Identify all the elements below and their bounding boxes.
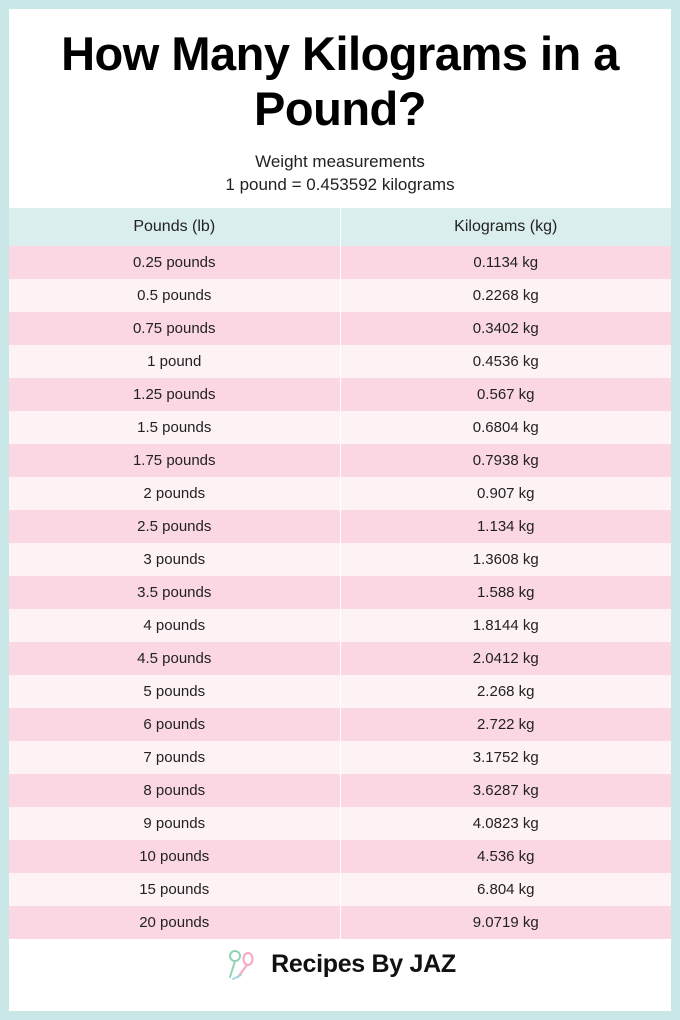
cell-kilograms: 0.907 kg — [340, 477, 671, 510]
table-row — [9, 741, 671, 774]
cell-pounds: 9 pounds — [9, 807, 340, 840]
cell-pounds: 8 pounds — [9, 774, 340, 807]
cell-pounds: 1 pound — [9, 345, 340, 378]
cell-pounds: 1.5 pounds — [9, 411, 340, 444]
cell-kilograms: 0.2268 kg — [340, 279, 671, 312]
table-row — [9, 873, 671, 906]
table-row — [9, 675, 671, 708]
table-row — [9, 378, 671, 411]
cell-kilograms: 1.134 kg — [340, 510, 671, 543]
cell-pounds: 4 pounds — [9, 609, 340, 642]
cell-kilograms: 2.268 kg — [340, 675, 671, 708]
table-row — [9, 609, 671, 642]
cell-pounds: 3 pounds — [9, 543, 340, 576]
cell-kilograms: 0.4536 kg — [340, 345, 671, 378]
cell-kilograms: 4.0823 kg — [340, 807, 671, 840]
cell-kilograms: 0.1134 kg — [340, 246, 671, 279]
table-row — [9, 543, 671, 576]
cell-kilograms: 2.0412 kg — [340, 642, 671, 675]
cell-pounds: 0.75 pounds — [9, 312, 340, 345]
cell-kilograms: 4.536 kg — [340, 840, 671, 873]
cell-pounds: 4.5 pounds — [9, 642, 340, 675]
table-row — [9, 708, 671, 741]
table-row — [9, 312, 671, 345]
table-row — [9, 774, 671, 807]
cell-pounds: 2 pounds — [9, 477, 340, 510]
column-header-pounds: Pounds (lb) — [9, 208, 340, 246]
cell-pounds: 5 pounds — [9, 675, 340, 708]
cell-pounds: 15 pounds — [9, 873, 340, 906]
column-header-kilograms: Kilograms (kg) — [340, 208, 671, 246]
whisk-spoon-icon — [224, 950, 262, 980]
conversion-table — [9, 208, 671, 939]
table-row — [9, 510, 671, 543]
cell-pounds: 3.5 pounds — [9, 576, 340, 609]
table-header — [9, 208, 671, 246]
subtitle: Weight measurements — [255, 151, 425, 171]
table-row — [9, 906, 671, 939]
table-row — [9, 840, 671, 873]
cell-pounds: 1.75 pounds — [9, 444, 340, 477]
footer-branding — [224, 950, 456, 980]
cell-pounds: 6 pounds — [9, 708, 340, 741]
table-header-row — [9, 208, 671, 246]
table-row — [9, 477, 671, 510]
cell-kilograms: 6.804 kg — [340, 873, 671, 906]
cell-pounds: 0.5 pounds — [9, 279, 340, 312]
table-row — [9, 345, 671, 378]
cell-kilograms: 0.3402 kg — [340, 312, 671, 345]
table-row — [9, 411, 671, 444]
cell-pounds: 0.25 pounds — [9, 246, 340, 279]
cell-pounds: 2.5 pounds — [9, 510, 340, 543]
table-row — [9, 444, 671, 477]
table-body — [9, 246, 671, 939]
conversion-formula: 1 pound = 0.453592 kilograms — [225, 174, 455, 194]
table-row — [9, 246, 671, 279]
table-row — [9, 576, 671, 609]
cell-kilograms: 3.6287 kg — [340, 774, 671, 807]
brand-name: Recipes By JAZ — [271, 950, 456, 979]
table-row — [9, 642, 671, 675]
cell-kilograms: 1.588 kg — [340, 576, 671, 609]
cell-kilograms: 2.722 kg — [340, 708, 671, 741]
cell-kilograms: 0.567 kg — [340, 378, 671, 411]
cell-kilograms: 0.7938 kg — [340, 444, 671, 477]
page-title: How Many Kilograms in a Pound? — [61, 27, 619, 136]
table-row — [9, 279, 671, 312]
cell-kilograms: 9.0719 kg — [340, 906, 671, 939]
cell-kilograms: 1.8144 kg — [340, 609, 671, 642]
cell-pounds: 10 pounds — [9, 840, 340, 873]
cell-pounds: 7 pounds — [9, 741, 340, 774]
cell-kilograms: 3.1752 kg — [340, 741, 671, 774]
cell-pounds: 1.25 pounds — [9, 378, 340, 411]
table-row — [9, 807, 671, 840]
cell-kilograms: 0.6804 kg — [340, 411, 671, 444]
cell-kilograms: 1.3608 kg — [340, 543, 671, 576]
cell-pounds: 20 pounds — [9, 906, 340, 939]
